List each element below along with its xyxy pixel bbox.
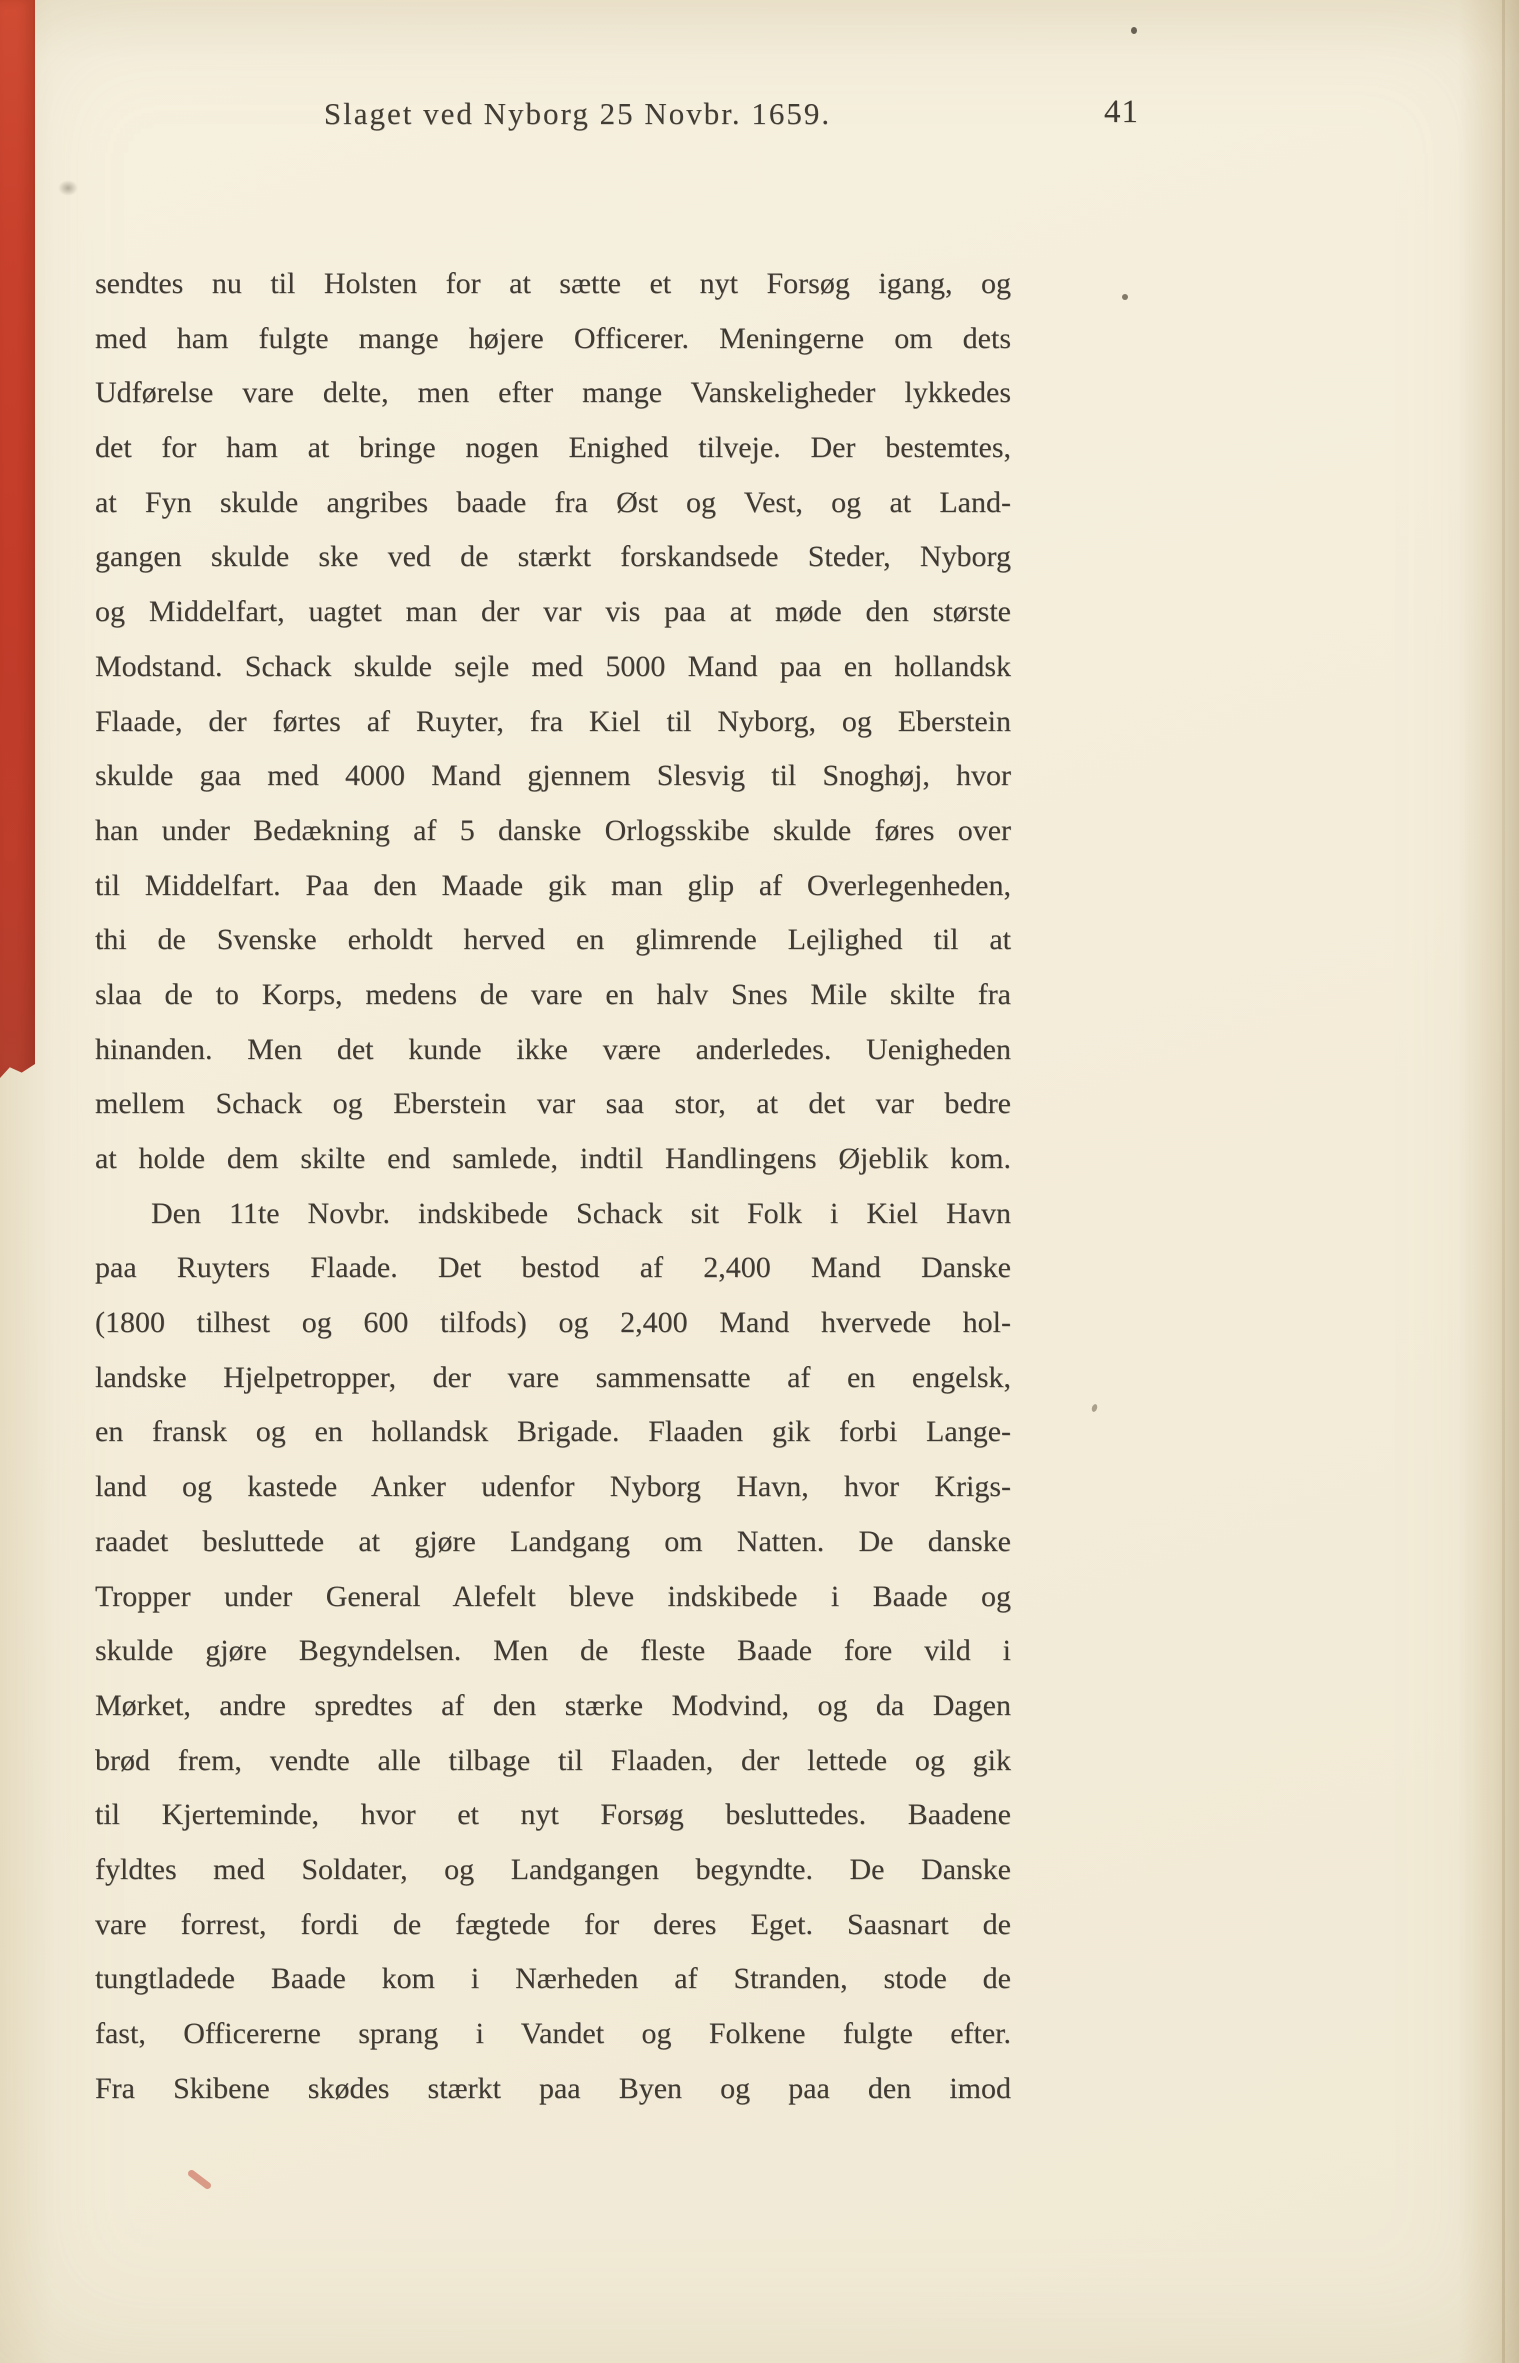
running-title: Slaget ved Nyborg 25 Novbr. 1659. (323, 96, 832, 131)
text-line: Flaade, der førtes af Ruyter, fra Kiel til Nyborg, og Eberstein (95, 704, 1011, 738)
text-line: tungtladede Baade kom i Nærheden af Stranden, stode de (95, 1962, 1011, 1996)
scan-smudge (58, 180, 78, 196)
text-line: raadet besluttede at gjøre Landgang om Natten. De danske (95, 1524, 1011, 1558)
text-line: Tropper under General Alefelt bleve indskibede i Baade og (95, 1579, 1011, 1613)
text-line: Modstand. Schack skulde sejle med 5000 Mand paa en hollandsk (95, 649, 1011, 683)
text-line: Den 11te Novbr. indskibede Schack sit Folk i Kiel Havn (151, 1196, 1011, 1230)
text-line: gangen skulde ske ved de stærkt forskandsede Steder, Nyborg (95, 540, 1011, 574)
text-line: land og kastede Anker udenfor Nyborg Havn, hvor Krigs- (95, 1470, 1011, 1504)
ink-speck (1091, 1403, 1098, 1412)
text-line: (1800 tilhest og 600 tilfods) og 2,400 Mand hvervede hol- (95, 1306, 1011, 1340)
text-line: og Middelfart, uagtet man der var vis paa at møde den største (95, 595, 1011, 629)
text-line: Mørket, andre spredtes af den stærke Modvind, og da Dagen (95, 1688, 1011, 1722)
page-number: 41 (1104, 94, 1139, 130)
text-line: at holde dem skilte end samlede, indtil Handlingens Øjeblik kom. (95, 1142, 1011, 1175)
pink-pencil-mark (187, 2169, 213, 2191)
body-text (95, 257, 1011, 2116)
text-line: landske Hjelpetropper, der vare sammensatte af en engelsk, (95, 1360, 1011, 1394)
text-line: skulde gjøre Begyndelsen. Men de fleste Baade fore vild i (95, 1634, 1011, 1668)
page-header (0, 96, 1519, 144)
text-line: vare forrest, fordi de fægtede for deres Eget. Saasnart de (95, 1907, 1011, 1941)
text-line: fast, Officererne sprang i Vandet og Folkene fulgte efter. (95, 2017, 1011, 2050)
text-line: fyldtes med Soldater, og Landgangen begyndte. De Danske (95, 1852, 1011, 1886)
text-line: det for ham at bringe nogen Enighed tilveje. Der bestemtes, (95, 431, 1011, 465)
text-line: Fra Skibene skødes stærkt paa Byen og paa den imod (95, 2071, 1011, 2105)
text-line: til Middelfart. Paa den Maade gik man glip af Overlegenheden, (95, 868, 1011, 902)
text-line: brød frem, vendte alle tilbage til Flaaden, der lettede og gik (95, 1743, 1011, 1777)
text-line: thi de Svenske erholdt herved en glimrende Lejlighed til at (95, 923, 1011, 957)
text-line: Udførelse vare delte, men efter mange Vanskeligheder lykkedes (95, 376, 1011, 410)
text-line: sendtes nu til Holsten for at sætte et nyt Forsøg igang, og (95, 267, 1011, 300)
page-edge-shadow (1502, 0, 1505, 2363)
text-line: skulde gaa med 4000 Mand gjennem Slesvig til Snoghøj, hvor (95, 759, 1011, 793)
text-line: mellem Schack og Eberstein var saa stor, at det var bedre (95, 1087, 1011, 1121)
text-line: hinanden. Men det kunde ikke være anderledes. Uenigheden (95, 1032, 1011, 1066)
text-line: at Fyn skulde angribes baade fra Øst og Vest, og at Land- (95, 485, 1011, 519)
text-line: en fransk og en hollandsk Brigade. Flaaden gik forbi Lange- (95, 1415, 1011, 1449)
ink-speck (1122, 294, 1128, 300)
text-line: med ham fulgte mange højere Officerer. Meningerne om dets (95, 321, 1011, 355)
ink-speck (1131, 27, 1137, 34)
text-line: slaa de to Korps, medens de vare en halv Snes Mile skilte fra (95, 977, 1011, 1011)
red-book-edge-strip (0, 0, 35, 1078)
text-line: han under Bedækning af 5 danske Orlogsskibe skulde føres over (95, 813, 1011, 847)
text-line: til Kjerteminde, hvor et nyt Forsøg besluttedes. Baadene (95, 1798, 1011, 1832)
text-line: paa Ruyters Flaade. Det bestod af 2,400 Mand Danske (95, 1251, 1011, 1285)
